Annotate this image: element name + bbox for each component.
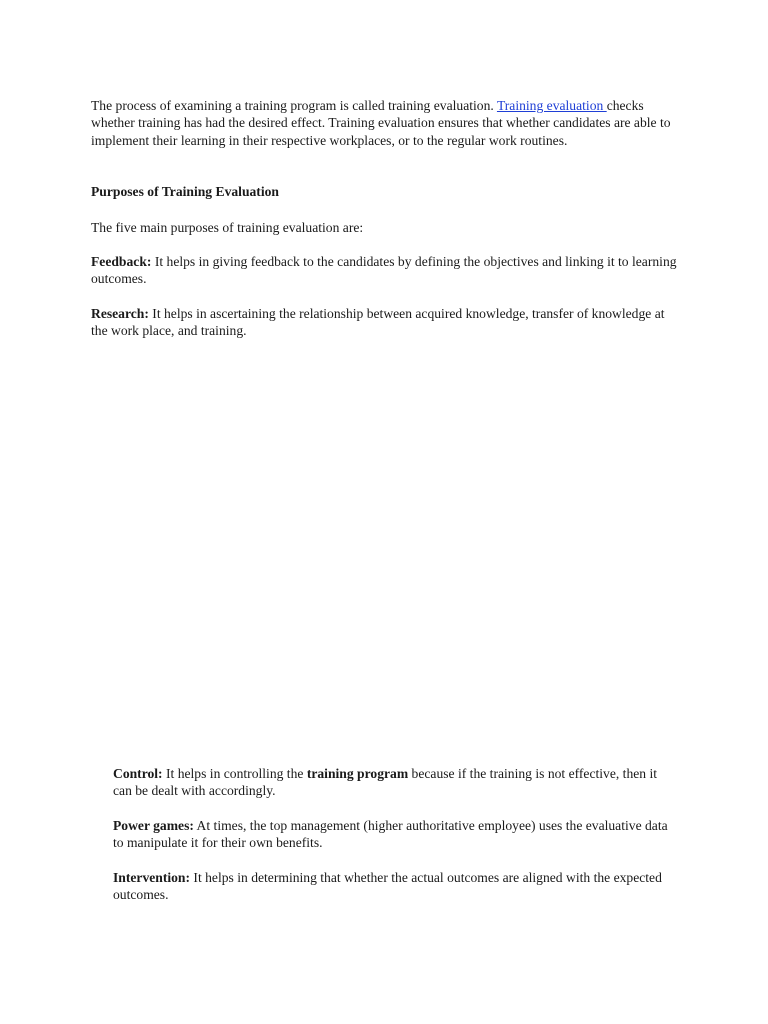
purposes-intro: The five main purposes of training evaluation are:: [91, 220, 364, 235]
intro-text-after-link: checks whether training has had the desired effect. Training evaluation ensures that whether candidates are able to implement their learning in their respective workplaces, or to the regular work routines.: [91, 98, 671, 148]
control-paragraph: [113, 765, 673, 800]
power-games-term: Power games:: [113, 818, 194, 833]
power-games-paragraph: [113, 817, 673, 852]
research-text: It helps in ascertaining the relationship between acquired knowledge, transfer of knowledge at the work place, and training.: [91, 306, 665, 339]
intervention-text: It helps in determining that whether the actual outcomes are aligned with the expected outcomes.: [113, 870, 662, 903]
intervention-term: Intervention:: [113, 870, 191, 885]
intro-text-before-link: The process of examining a training program is called training evaluation.: [91, 98, 497, 113]
research-paragraph: [91, 305, 683, 340]
feedback-term: Feedback:: [91, 254, 152, 269]
control-term: Control:: [113, 766, 163, 781]
power-games-text: At times, the top management (higher authoritative employee) uses the evaluative data to manipulate it for their own benefits.: [113, 818, 668, 851]
section-heading: Purposes of Training Evaluation: [91, 184, 279, 199]
control-text-before: It helps in controlling the: [162, 766, 307, 781]
control-bold-phrase: training program: [306, 766, 409, 781]
training-evaluation-link[interactable]: Training evaluation: [496, 98, 607, 113]
feedback-paragraph: [91, 253, 683, 288]
feedback-text: It helps in giving feedback to the candidates by defining the objectives and linking it to learning outcomes.: [91, 254, 677, 287]
intervention-paragraph: [113, 869, 673, 904]
research-term: Research:: [91, 306, 149, 321]
intro-paragraph: [91, 97, 681, 149]
control-text-after: because if the training is not effective, then it can be dealt with accordingly.: [113, 766, 658, 799]
